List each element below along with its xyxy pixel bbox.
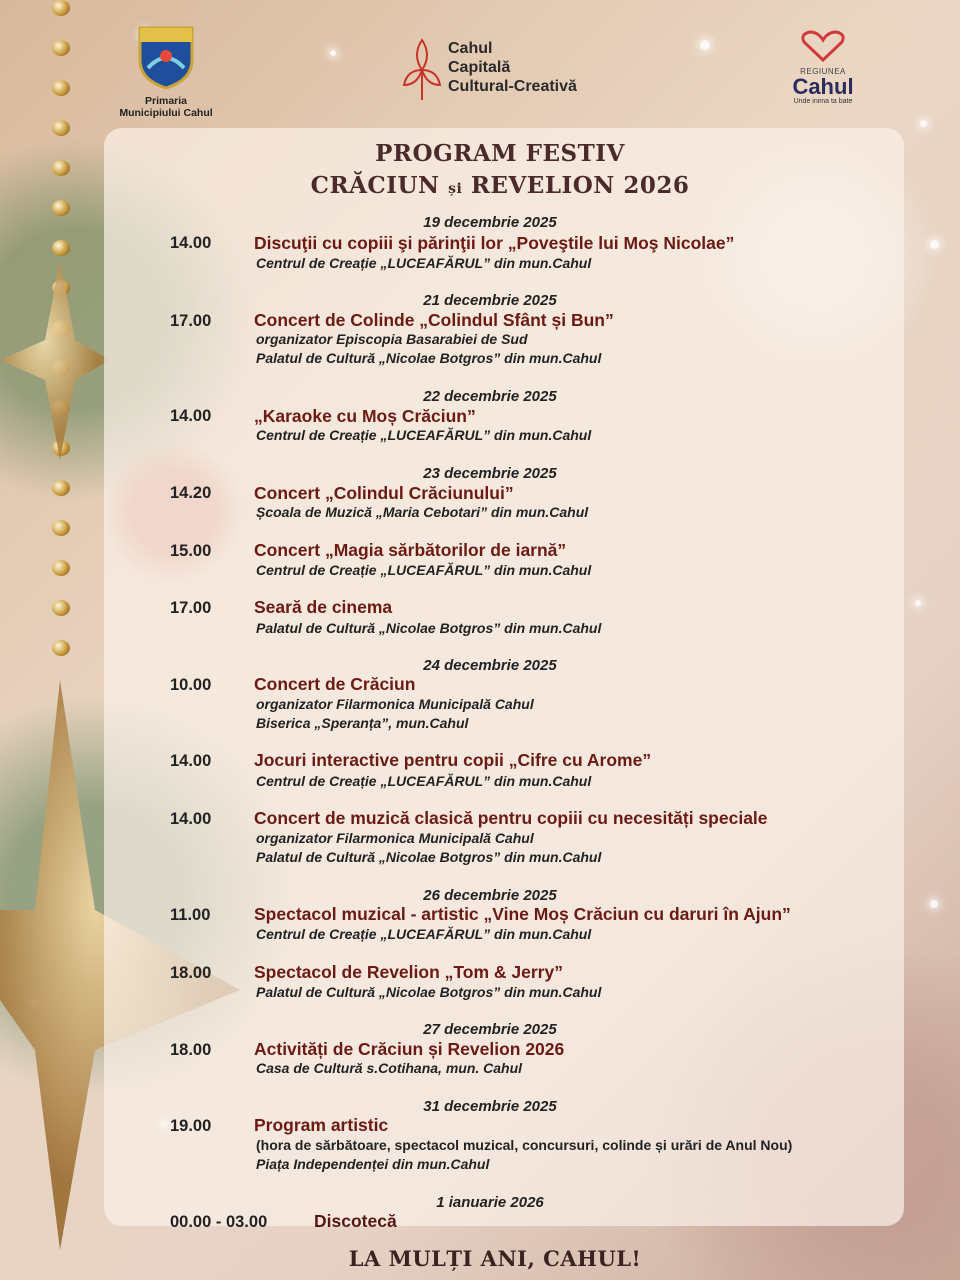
event-location: Piața Independenței din mun.Cahul <box>256 1156 490 1172</box>
event-time: 17.00 <box>170 599 212 617</box>
event-time: 14.00 <box>170 407 212 425</box>
flower-icon <box>402 30 442 104</box>
event-time: 10.00 <box>170 676 212 694</box>
event-time: 19.00 <box>170 1117 212 1135</box>
event-time: 14.00 <box>170 752 212 770</box>
event-time: 00.00 - 03.00 <box>170 1213 268 1231</box>
event-time: 18.00 <box>170 1041 212 1059</box>
event-title: Spectacol de Revelion „Tom & Jerry” <box>254 962 563 982</box>
event-title: Jocuri interactive pentru copii „Cifre cu Arome” <box>254 750 652 770</box>
creative-logo-line-1: Cahul <box>448 39 493 57</box>
event-time: 17.00 <box>170 312 212 330</box>
cahul-crest-icon <box>136 18 196 90</box>
event-title: Activități de Crăciun și Revelion 2026 <box>254 1039 565 1059</box>
header <box>0 0 960 128</box>
event-title: Concert „Magia sărbătorilor de iarnă” <box>254 540 567 560</box>
event-location: Centrul de Creație „LUCEAFĂRUL” din mun.Cahul <box>256 427 592 443</box>
event-title: „Karaoke cu Moș Crăciun” <box>254 406 476 426</box>
event-location: Centrul de Creație „LUCEAFĂRUL” din mun.Cahul <box>256 562 592 578</box>
region-logo-tagline: Unde inima ta bate <box>793 98 853 105</box>
date-heading: 27 decembrie 2025 <box>423 1021 557 1038</box>
date-heading: 21 decembrie 2025 <box>423 292 557 309</box>
event-title: Concert de Crăciun <box>254 674 416 694</box>
page-subtitle <box>0 172 960 199</box>
date-heading: 1 ianuarie 2026 <box>436 1194 544 1211</box>
date-heading: 22 decembrie 2025 <box>423 388 557 405</box>
date-heading: 31 decembrie 2025 <box>423 1098 557 1115</box>
region-logo-name: Cahul <box>792 74 854 99</box>
capital-creative-logo <box>402 30 577 104</box>
event-title: Discuţii cu copiii şi părinţii lor „Poveştile lui Moş Nicolae” <box>254 233 735 253</box>
event-location: Casa de Cultură s.Cotihana, mun. Cahul <box>256 1060 523 1076</box>
subtitle-part-1: CRĂCIUN <box>310 172 440 199</box>
event-time: 15.00 <box>170 542 212 560</box>
subtitle-part-2: REVELION 2026 <box>470 172 690 199</box>
event-location: Palatul de Cultură „Nicolae Botgros” din mun.Cahul <box>256 984 602 1000</box>
event-title: Concert de Colinde „Colindul Sfânt și Bun” <box>254 310 614 330</box>
event-time: 14.00 <box>170 234 212 252</box>
event-time: 14.00 <box>170 810 212 828</box>
creative-logo-line-3: Cultural-Creativă <box>448 77 577 95</box>
gold-star-small-icon <box>0 250 110 470</box>
event-organizer: organizator Filarmonica Municipală Cahul <box>256 696 534 712</box>
event-location: Centrul de Creație „LUCEAFĂRUL” din mun.Cahul <box>256 255 592 271</box>
event-location: Palatul de Cultură „Nicolae Botgros” din mun.Cahul <box>256 350 602 366</box>
event-organizer: organizator Filarmonica Municipală Cahul <box>256 830 534 846</box>
event-location: Biserica „Speranța”, mun.Cahul <box>256 715 469 731</box>
date-heading: 26 decembrie 2025 <box>423 887 557 904</box>
subtitle-connector: și <box>448 181 463 197</box>
event-title: Concert „Colindul Crăciunului” <box>254 483 514 503</box>
city-logo-caption: Primaria Municipiului Cahul <box>119 95 213 119</box>
city-hall-logo <box>116 18 216 119</box>
event-time: 11.00 <box>170 906 211 924</box>
event-location: Palatul de Cultură „Nicolae Botgros” din mun.Cahul <box>256 620 602 636</box>
date-heading: 24 decembrie 2025 <box>423 657 557 674</box>
event-title: Spectacol muzical - artistic „Vine Moș Crăciun cu daruri în Ajun” <box>254 904 791 924</box>
event-description: (hora de sărbătoare, spectacol muzical, concursuri, colinde și urări de Anul Nou) <box>256 1137 793 1153</box>
event-location: Centrul de Creație „LUCEAFĂRUL” din mun.Cahul <box>256 926 592 942</box>
creative-logo-line-2: Capitală <box>448 58 511 76</box>
event-title: Seară de cinema <box>254 597 393 617</box>
event-title: Program artistic <box>254 1115 389 1135</box>
event-title: Discotecă <box>314 1211 397 1231</box>
page-title: PROGRAM FESTIV <box>375 140 625 167</box>
heart-icon <box>798 30 848 62</box>
region-logo-small: REGIUNEA <box>800 67 846 76</box>
event-location: Centrul de Creație „LUCEAFĂRUL” din mun.Cahul <box>256 773 592 789</box>
event-location: Palatul de Cultură „Nicolae Botgros” din mun.Cahul <box>256 849 602 865</box>
region-logo <box>778 30 868 105</box>
date-heading: 19 decembrie 2025 <box>423 214 557 231</box>
event-title: Concert de muzică clasică pentru copiii cu necesități speciale <box>254 808 768 828</box>
event-organizer: organizator Episcopia Basarabiei de Sud <box>256 331 528 347</box>
event-time: 14.20 <box>170 484 212 502</box>
footer-greeting: LA MULȚI ANI, CAHUL! <box>348 1246 642 1271</box>
event-location: Școala de Muzică „Maria Cebotari” din mun.Cahul <box>256 504 589 520</box>
event-time: 18.00 <box>170 964 212 982</box>
date-heading: 23 decembrie 2025 <box>423 465 557 482</box>
